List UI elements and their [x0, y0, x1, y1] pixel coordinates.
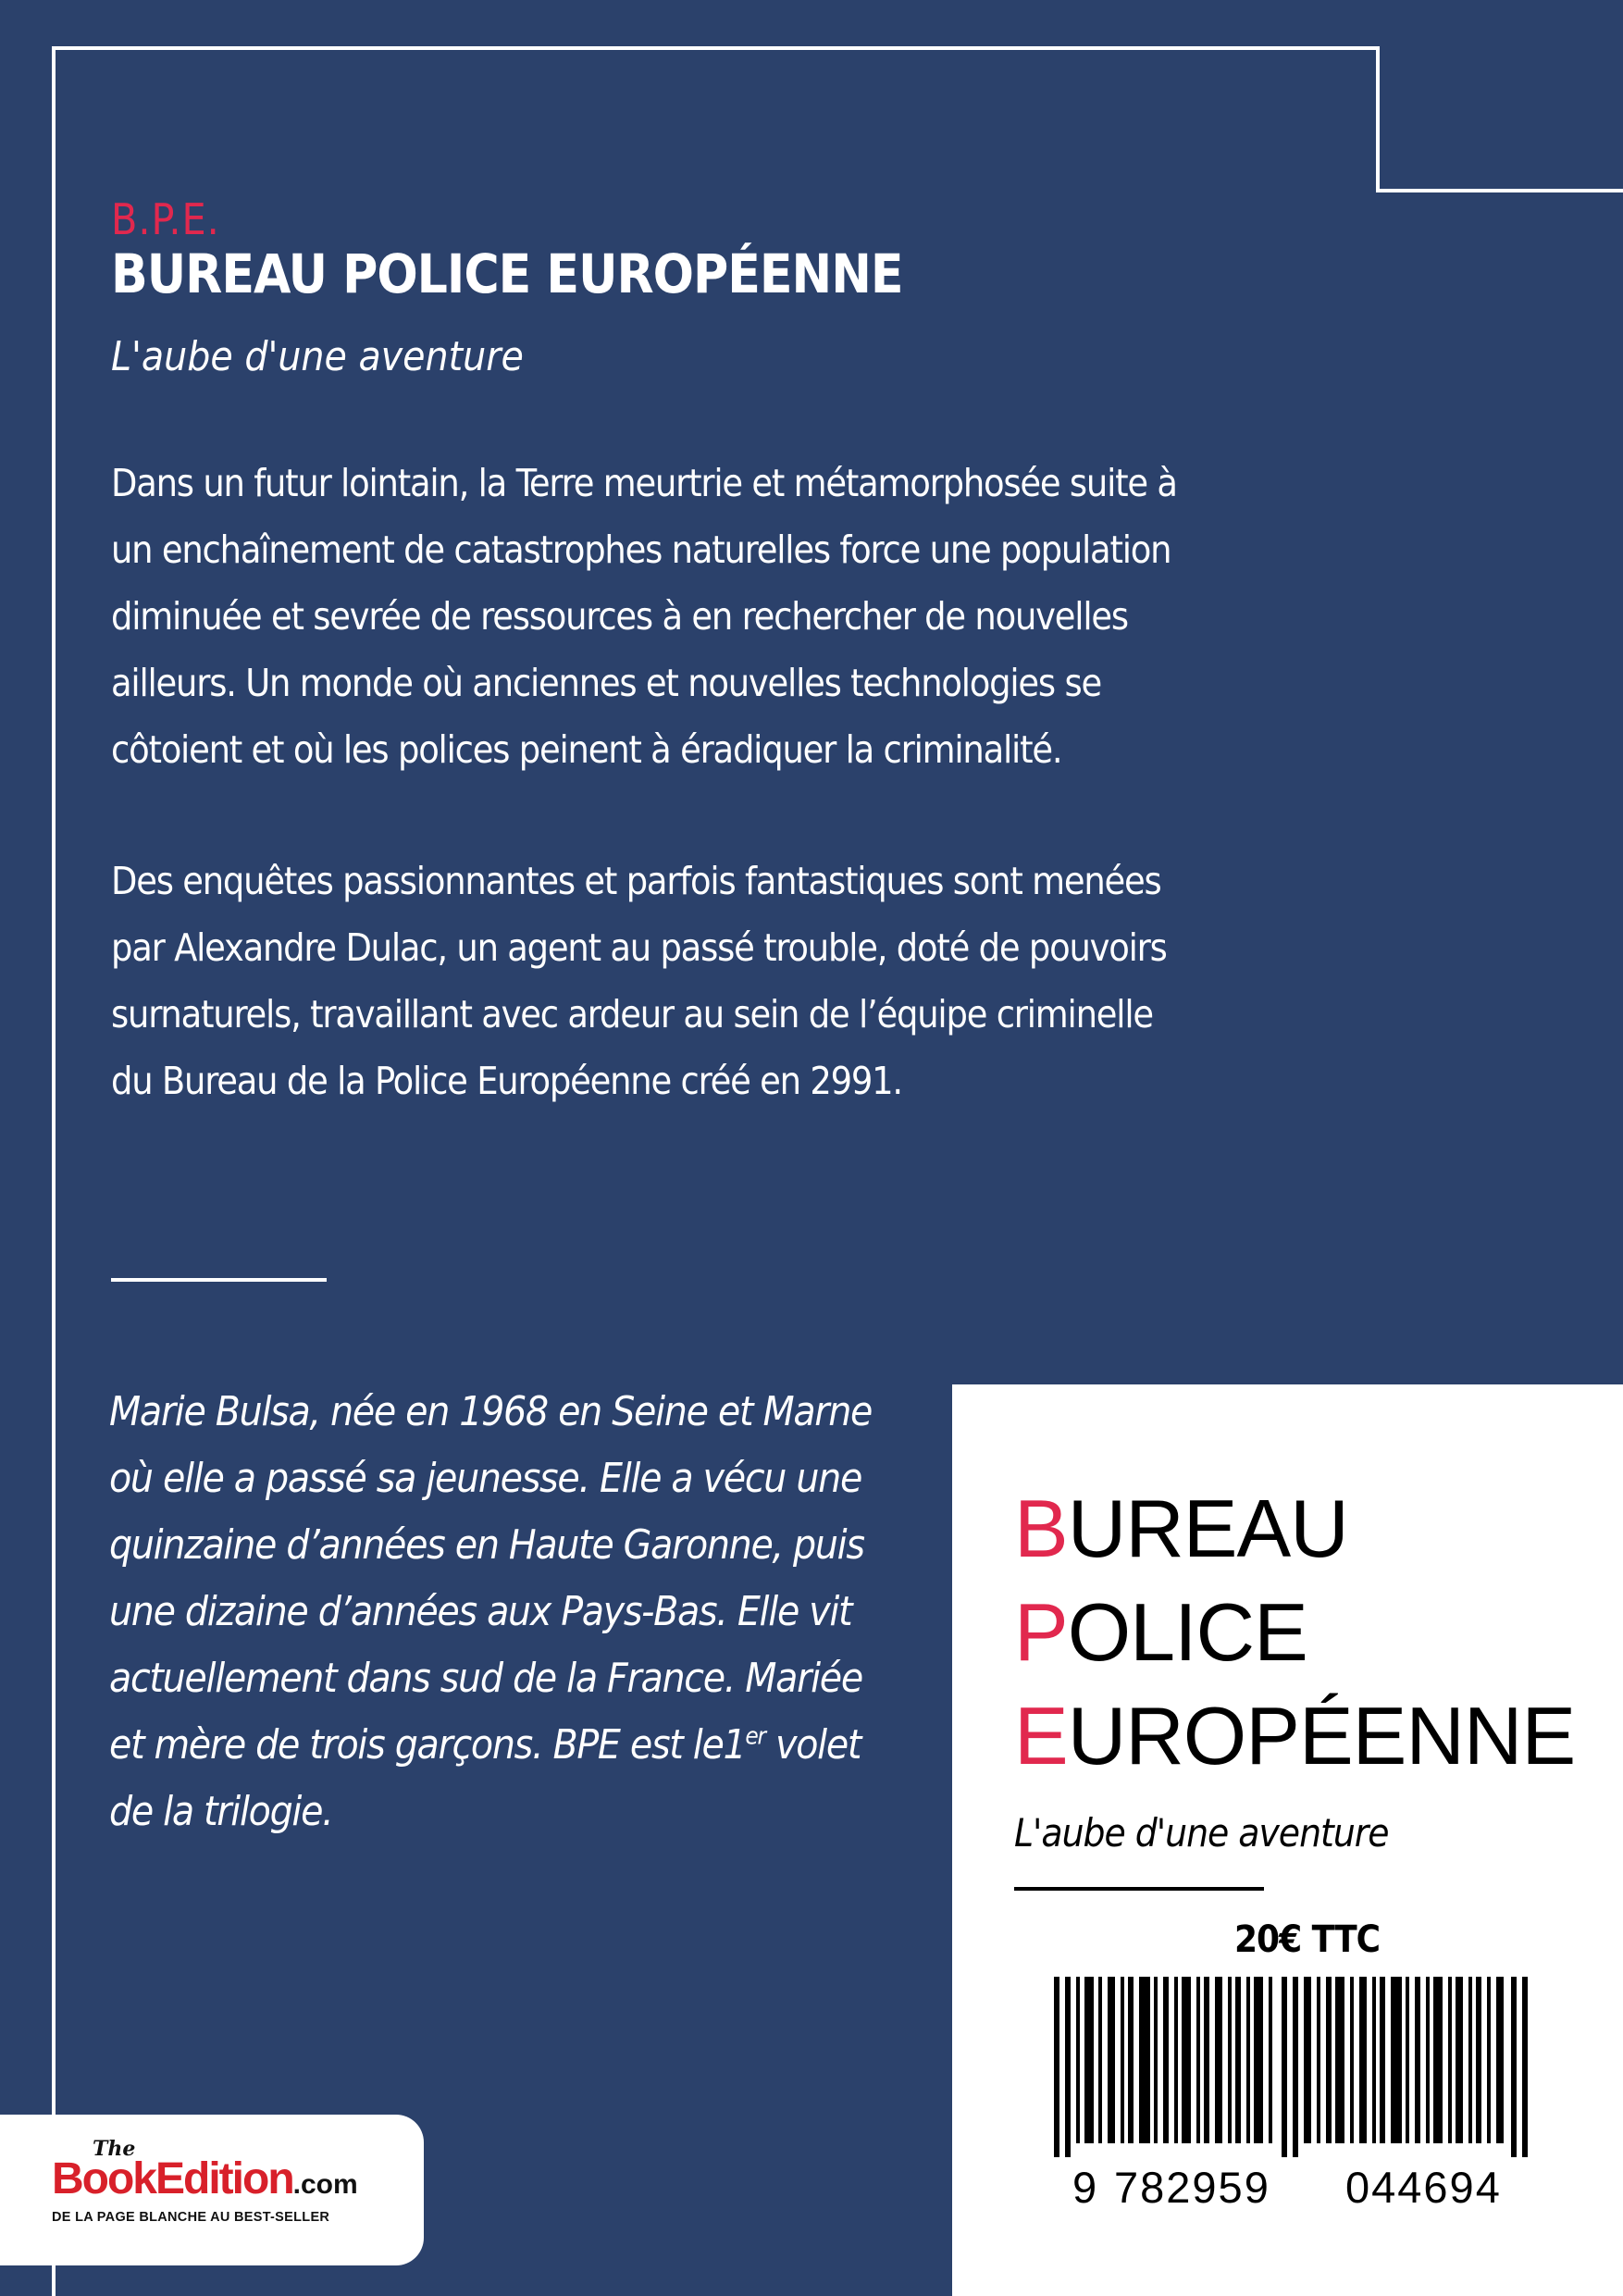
bio-line: où elle a passé sa jeunesse. Elle a vécu une [109, 1455, 862, 1502]
box-title-rest: UREAU [1067, 1483, 1348, 1574]
box-title-rest: UROPÉENNE [1067, 1690, 1576, 1781]
bio-line: une dizaine d’années aux Pays-Bas. Elle vit [109, 1588, 852, 1635]
box-title-initial: B [1014, 1483, 1068, 1574]
synopsis-line: du Bureau de la Police Européenne créé en 2991. [111, 1059, 902, 1103]
synopsis-line: Des enquêtes passionnantes et parfois fantastiques sont menées [111, 859, 1161, 903]
box-title-word [1014, 1684, 1575, 1788]
synopsis-line: diminuée et sevrée de ressources à en rechercher de nouvelles [111, 594, 1128, 639]
bio-line: quinzaine d’années en Haute Garonne, puis [109, 1521, 864, 1569]
bio-line-text: volet [764, 1721, 861, 1769]
bio-superscript: er [745, 1722, 765, 1751]
logo-suffix: .com [292, 2169, 358, 2200]
section-divider [111, 1278, 327, 1282]
author-bio [109, 1379, 914, 1845]
bio-line: actuellement dans sud de la France. Mariée [109, 1655, 862, 1702]
frame-top-line [52, 46, 1380, 50]
synopsis-line: surnaturels, travaillant avec ardeur au sein de l’équipe criminelle [111, 992, 1153, 1036]
price-label: 20€ TTC [1234, 1918, 1381, 1961]
synopsis-line: ailleurs. Un monde où anciennes et nouvelles technologies se [111, 661, 1101, 705]
publisher-logo [0, 2115, 424, 2265]
book-title: BUREAU POLICE EUROPÉENNE [111, 242, 903, 305]
synopsis-paragraph-2 [111, 848, 1279, 1114]
barcode-icon [1054, 1977, 1535, 2162]
synopsis-line: par Alexandre Dulac, un agent au passé trouble, doté de pouvoirs [111, 925, 1167, 970]
box-title-word [1014, 1581, 1575, 1684]
logo-brand: BookEdition [52, 2154, 293, 2203]
isbn-group-2: 044694 [1345, 2163, 1502, 2212]
synopsis-paragraph-1 [111, 450, 1279, 783]
bio-line: Marie Bulsa, née en 1968 en Seine et Marne [109, 1388, 873, 1435]
box-subtitle: L'aube d'une aventure [1014, 1810, 1389, 1855]
series-acronym: B.P.E. [111, 194, 220, 244]
isbn-group-1: 782959 [1114, 2163, 1270, 2212]
info-box [952, 1384, 1623, 2296]
frame-corner-vertical [1376, 46, 1380, 192]
box-title-initial: E [1014, 1690, 1068, 1781]
synopsis-line: côtoient et où les polices peinent à éradiquer la criminalité. [111, 727, 1062, 772]
box-title [1014, 1477, 1575, 1788]
book-subtitle: L'aube d'une aventure [111, 333, 524, 380]
box-divider [1014, 1887, 1264, 1891]
bio-line: de la trilogie. [109, 1788, 333, 1835]
frame-left-line [52, 46, 56, 2296]
isbn-first-digit: 9 [1072, 2163, 1097, 2212]
bio-line [109, 1712, 914, 1779]
synopsis-line: un enchaînement de catastrophes naturelles force une population [111, 527, 1171, 572]
box-title-word [1014, 1477, 1575, 1581]
frame-corner-horizontal [1376, 189, 1623, 192]
box-title-initial: P [1014, 1586, 1068, 1678]
logo-the: The [93, 2137, 136, 2161]
synopsis-line: Dans un futur lointain, la Terre meurtrie et métamorphosée suite à [111, 461, 1177, 505]
logo-tagline: DE LA PAGE BLANCHE AU BEST-SELLER [52, 2210, 330, 2225]
bio-line-text: et mère de trois garçons. BPE est le1 [109, 1721, 746, 1769]
logo-wordmark [52, 2153, 358, 2204]
box-title-rest: OLICE [1067, 1586, 1307, 1678]
